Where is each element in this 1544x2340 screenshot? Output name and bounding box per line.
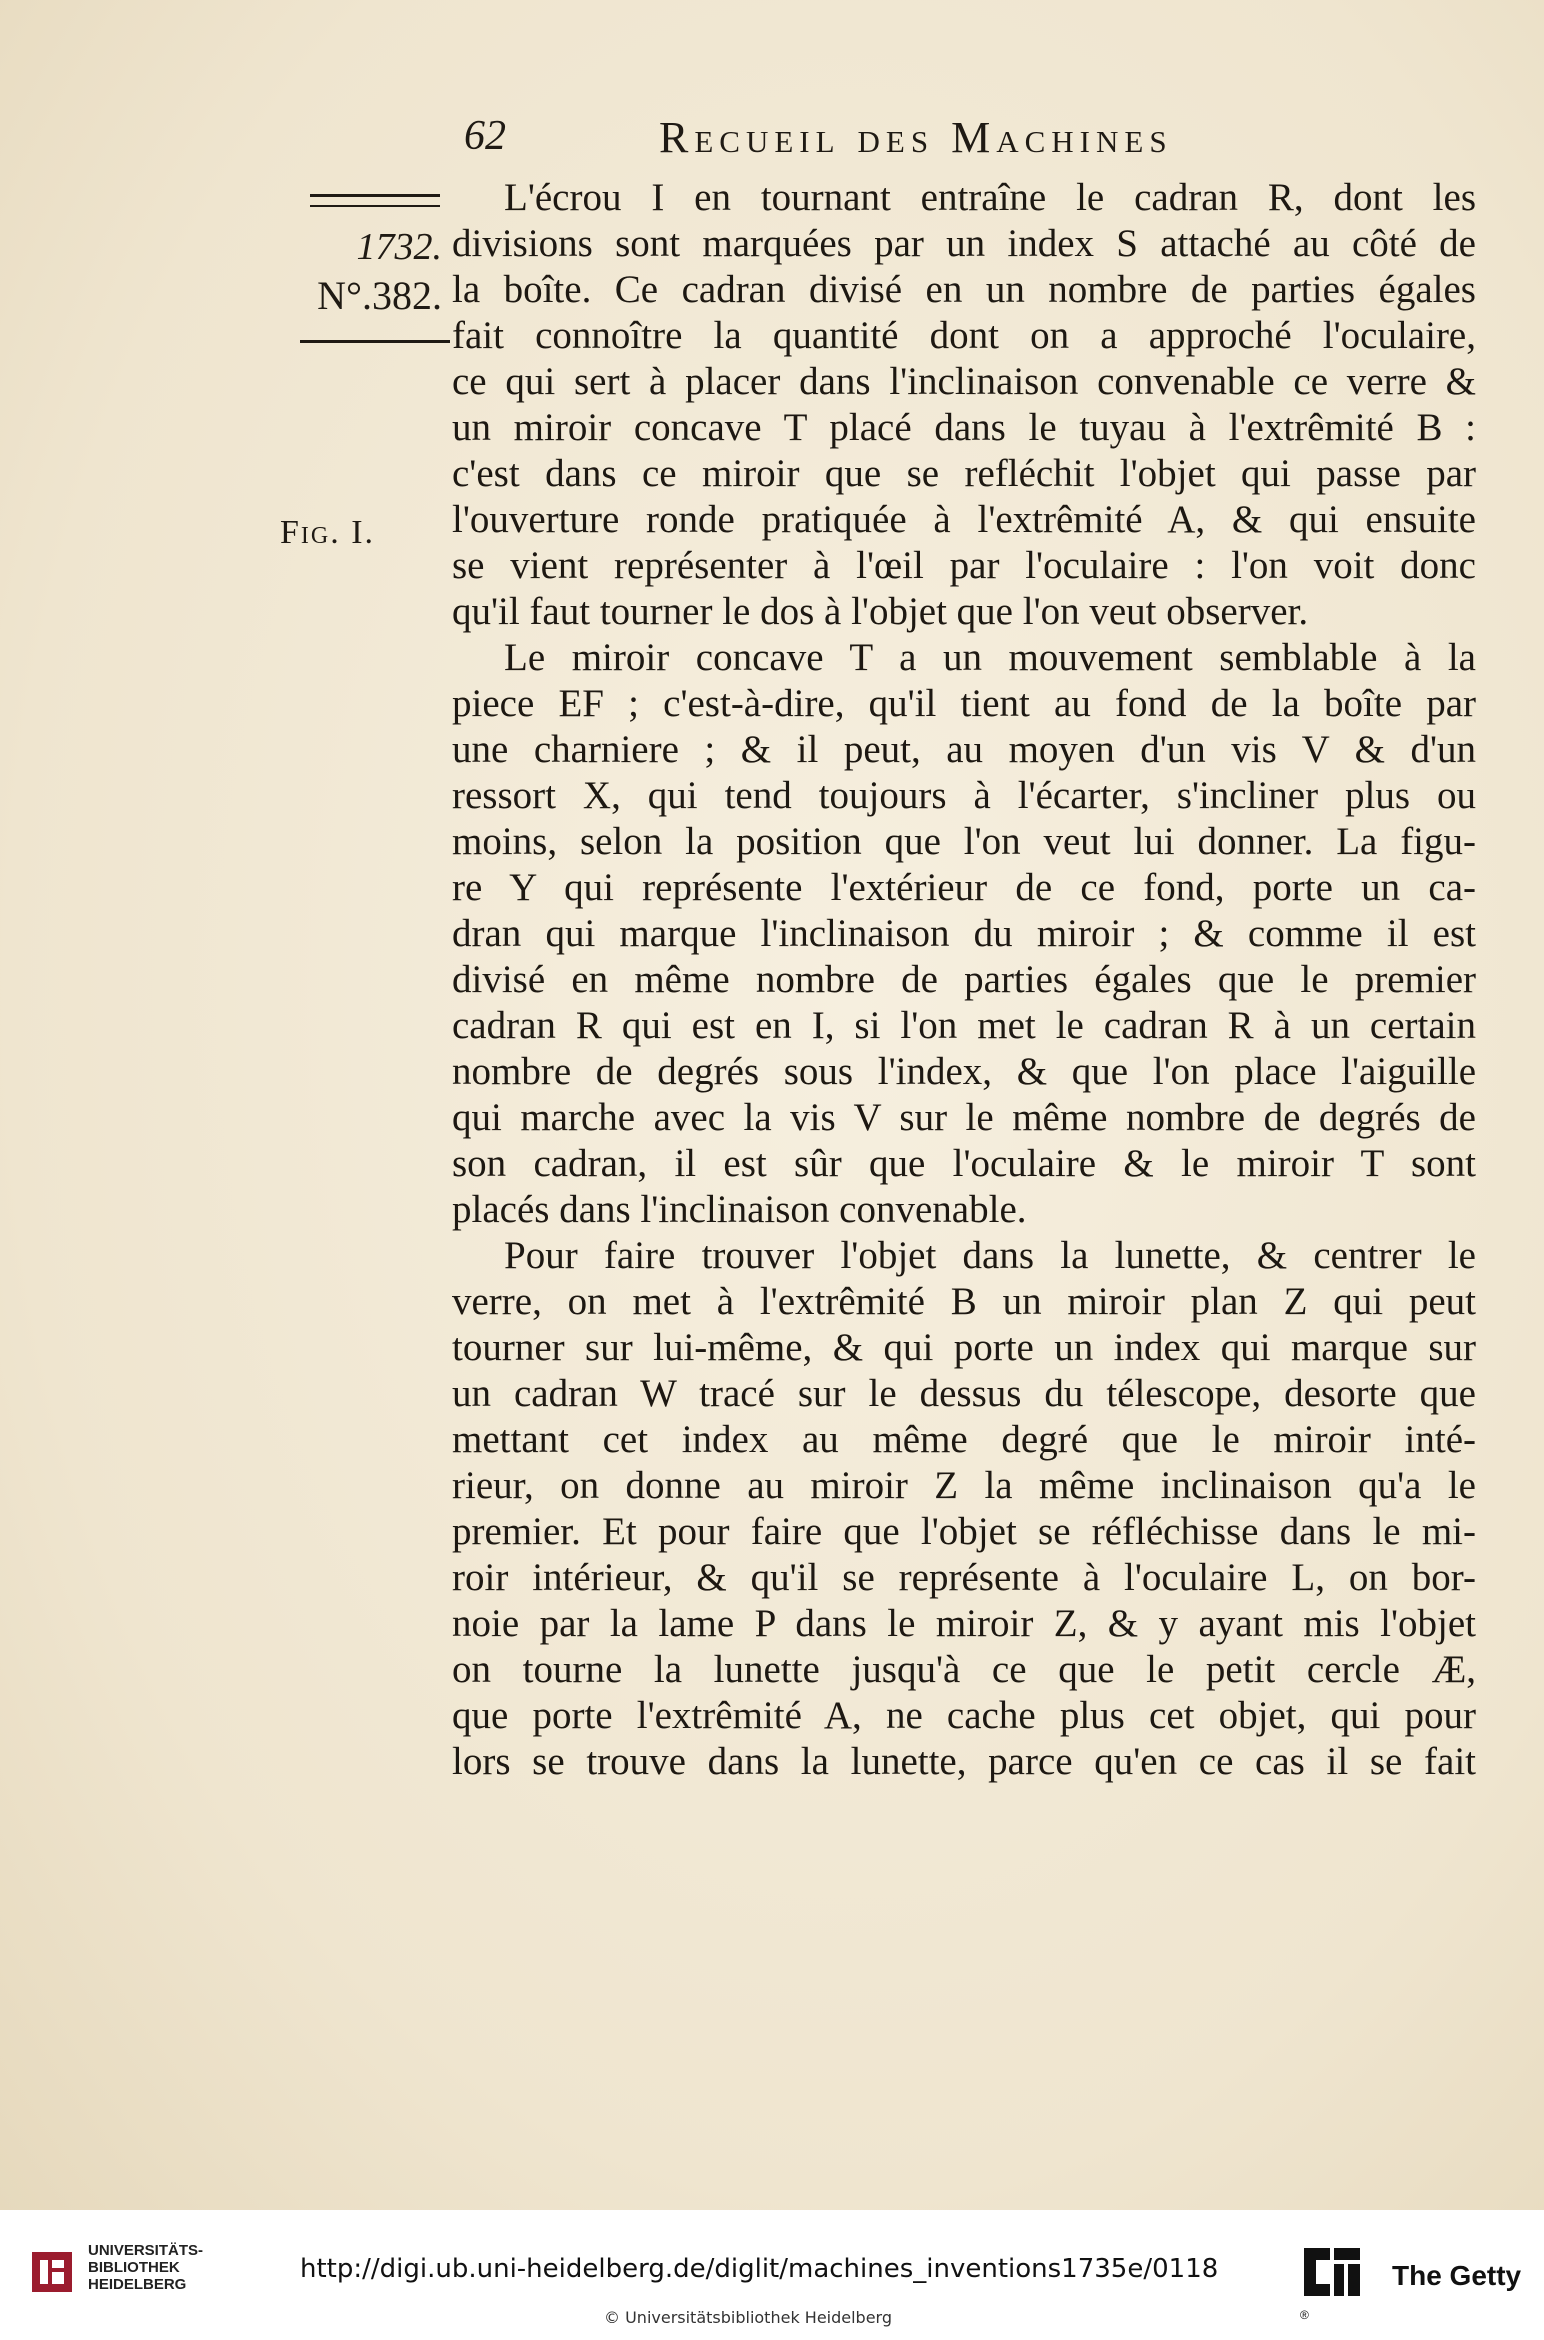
text-line: ressort X, qui tend toujours à l'écarter, s'incliner plus ou [452,774,1476,817]
permalink-url[interactable]: http://digi.ub.uni-heidelberg.de/diglit/machines_inventions1735e/0118 [300,2254,1219,2284]
text-line: tourner sur lui-même, & qui porte un index qui marque sur [452,1326,1476,1369]
viewer-footer [0,2210,1544,2340]
text-line: noie par la lame P dans le miroir Z, & y ayant mis l'objet [452,1602,1476,1645]
margin-number: N°.382. [317,273,442,318]
text-line: son cadran, il est sûr que l'oculaire & le miroir T sont [452,1142,1476,1185]
text-line: re Y qui représente l'extérieur de ce fond, porte un ca- [452,866,1476,909]
getty-logo-icon [1300,2240,1364,2304]
text-line: nombre de degrés sous l'index, & que l'on place l'aiguille [452,1050,1476,1093]
page-header [464,112,1476,172]
text-line: placés dans l'inclinaison convenable. [452,1188,1027,1231]
text-line: un cadran W tracé sur le dessus du télescope, desorte que [452,1372,1476,1415]
text-line: L'écrou I en tournant entraîne le cadran R, dont les [504,176,1476,219]
margin-double-rule [310,194,440,207]
text-line: premier. Et pour faire que l'objet se réfléchisse dans le mi- [452,1510,1476,1553]
margin-year: 1732. [356,226,442,268]
registered-mark: ® [1300,2308,1309,2322]
text-line: qui marche avec la vis V sur le même nombre de degrés de [452,1096,1476,1139]
text-line: que porte l'extrêmité A, ne cache plus cet objet, qui pour [452,1694,1476,1737]
text-line: qu'il faut tourner le dos à l'objet que l'on veut observer. [452,590,1309,633]
body-text [452,175,1476,1785]
running-head: Recueil des Machines [659,113,1173,162]
text-line: l'ouverture ronde pratiquée à l'extrêmité A, & qui ensuite [452,498,1476,541]
text-line: lors se trouve dans la lunette, parce qu'en ce cas il se fait [452,1740,1476,1783]
text-line: dran qui marque l'inclinaison du miroir ; & comme il est [452,912,1476,955]
text-line: moins, selon la position que l'on veut lui donner. La figu- [452,820,1476,863]
text-line: la boîte. Ce cadran divisé en un nombre de parties égales [452,268,1476,311]
getty-name: The Getty [1392,2260,1522,2291]
text-line: Le miroir concave T a un mouvement semblable à la [504,636,1476,679]
text-line: divisions sont marquées par un index S attaché au côté de [452,222,1476,265]
text-line: cadran R qui est en I, si l'on met le cadran R à un certain [452,1004,1476,1047]
margin-single-rule [300,340,450,343]
text-line: roir intérieur, & qu'il se représente à l'oculaire L, on bor- [452,1556,1476,1599]
university-library-logo-icon [30,2250,74,2294]
page-number: 62 [464,113,506,159]
text-line: verre, on met à l'extrêmité B un miroir plan Z qui peut [452,1280,1476,1323]
text-line: fait connoître la quantité dont on a approché l'oculaire, [452,314,1476,357]
text-line: c'est dans ce miroir que se refléchit l'objet qui passe par [452,452,1476,495]
text-line: on tourne la lunette jusqu'à ce que le petit cercle Æ, [452,1648,1476,1691]
text-line: se vient représenter à l'œil par l'oculaire : l'on voit donc [452,544,1476,587]
text-line: ce qui sert à placer dans l'inclinaison convenable ce verre & [452,360,1476,403]
text-line: Pour faire trouver l'objet dans la lunette, & centrer le [504,1234,1476,1277]
text-line: piece EF ; c'est-à-dire, qu'il tient au fond de la boîte par [452,682,1476,725]
text-line: une charniere ; & il peut, au moyen d'un vis V & d'un [452,728,1476,771]
margin-figure-ref: Fig. I. [280,514,376,551]
text-line: rieur, on donne au miroir Z la même inclinaison qu'a le [452,1464,1476,1507]
library-name: UNIVERSITÄTS- BIBLIOTHEK HEIDELBERG [88,2242,204,2293]
text-line: mettant cet index au même degré que le miroir inté- [452,1418,1476,1461]
copyright-notice: © Universitätsbibliothek Heidelberg [604,2308,893,2327]
text-line: un miroir concave T placé dans le tuyau à l'extrêmité B : [452,406,1476,449]
text-line: divisé en même nombre de parties égales que le premier [452,958,1476,1001]
